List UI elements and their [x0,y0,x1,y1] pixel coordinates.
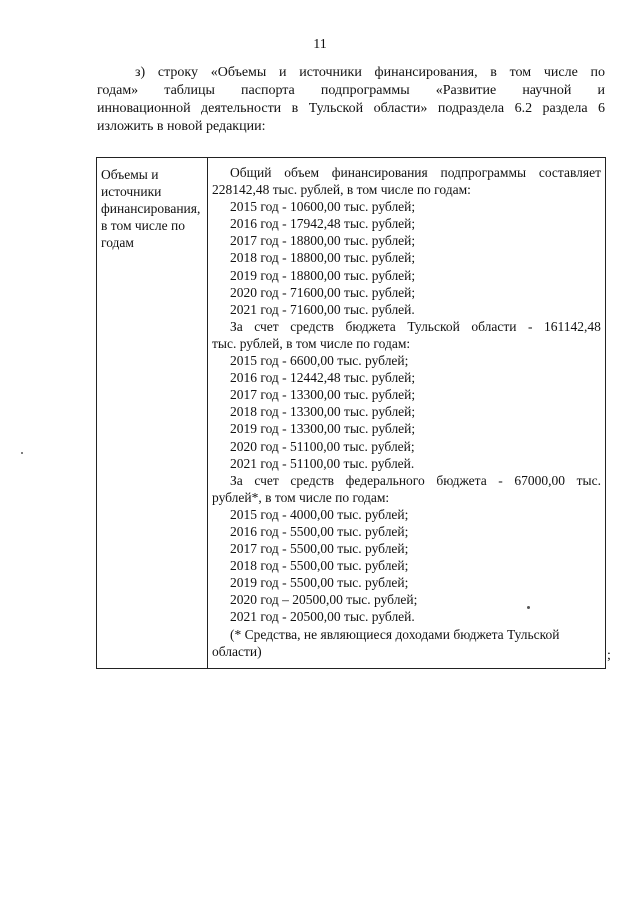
intro-word: 6.2 [514,101,533,116]
total-year-line: 2015 год - 10600,00 тыс. рублей; [230,199,416,215]
label-line: в том числе по [101,218,185,233]
table-content-cell [208,158,605,668]
total-lead-word: финансирования [331,165,428,180]
intro-word: подпрограммы [320,83,410,98]
scan-speck [527,606,530,609]
intro-word: том [509,65,532,80]
federal-year-line: 2020 год – 20500,00 тыс. рублей; [230,592,418,608]
regional-lead-line [212,318,601,335]
intro-word: источники [299,65,362,80]
regional-lead-word: счет [254,318,279,334]
intro-word: и [279,65,287,80]
regional-cont-line: тыс. рублей, в том числе по годам: [212,335,411,351]
total-lead-word: составляет [538,165,601,180]
intro-word: 6 [598,101,605,116]
federal-lead-word: средств [290,472,335,488]
intro-line-2 [97,82,605,100]
federal-lead-word: За [230,472,243,488]
regional-year-line: 2019 год - 13300,00 тыс. рублей; [230,421,416,437]
label-line: годам [101,235,134,250]
footnote-lead-line: (* Средства, не являющиеся доходами бюджета Тульской [230,626,560,642]
federal-year-line: 2017 год - 5500,00 тыс. рублей; [230,541,409,557]
intro-word: по [590,65,605,80]
federal-lead-word: тыс. [576,472,601,488]
regional-lead-word: бюджета [345,318,396,334]
intro-word: годам» [97,83,139,98]
total-lead-word: объем [284,165,320,180]
intro-word: деятельности [201,101,282,116]
label-line: источники [101,184,162,199]
scan-speck [21,452,23,454]
intro-line-1 [97,64,605,82]
total-lead-word: подпрограммы [440,165,527,180]
intro-word: строку [157,65,199,80]
intro-word: области» [373,101,428,116]
federal-lead-word: 67000,00 [514,472,566,488]
federal-year-line: 2019 год - 5500,00 тыс. рублей; [230,575,409,591]
federal-year-line: 2018 год - 5500,00 тыс. рублей; [230,558,409,574]
intro-word: в [291,101,299,116]
federal-lead-word: бюджета [436,472,487,488]
intro-word: раздела [542,101,588,116]
regional-year-line: 2015 год - 6600,00 тыс. рублей; [230,353,409,369]
total-year-line: 2020 год - 71600,00 тыс. рублей; [230,284,416,300]
trailing-semicolon: ; [607,648,611,663]
footnote-cont-line: области) [212,643,262,659]
regional-lead-word: - [528,318,533,334]
intro-word: «Развитие [435,83,497,98]
federal-lead-word: счет [254,472,279,488]
intro-word: з) [135,65,146,80]
regional-lead-word: 161142,48 [544,318,601,334]
total-year-line: 2016 год - 17942,48 тыс. рублей; [230,216,416,232]
regional-lead-word: Тульской [407,318,460,334]
intro-word: «Объемы [210,65,267,80]
intro-line-3 [97,100,605,118]
federal-year-line: 2015 год - 4000,00 тыс. рублей; [230,506,409,522]
intro-word: инновационной [97,101,191,116]
regional-year-line: 2020 год - 51100,00 тыс. рублей; [230,438,415,454]
regional-lead-word: За [230,318,243,334]
total-cont-line: 228142,48 тыс. рублей, в том числе по годам: [212,182,471,198]
intro-word: числе [543,65,578,80]
federal-lead-word: - [498,472,503,488]
federal-year-line: 2021 год - 20500,00 тыс. рублей. [230,609,415,625]
total-lead-line [212,164,601,181]
intro-word: научной [522,83,572,98]
financing-table [96,157,606,669]
intro-paragraph [97,64,605,136]
intro-word: паспорта [241,83,295,98]
federal-cont-line: рублей*, в том числе по годам: [212,489,390,505]
intro-word: в [490,65,497,80]
label-line: финансирования, [101,201,201,216]
intro-word: подраздела [437,101,505,116]
page-number: 11 [313,37,327,52]
total-year-line: 2018 год - 18800,00 тыс. рублей; [230,250,416,266]
regional-year-line: 2016 год - 12442,48 тыс. рублей; [230,370,416,386]
intro-word: таблицы [164,83,215,98]
total-lead-word: Общий [230,165,272,180]
regional-lead-word: средств [290,318,334,334]
total-year-line: 2017 год - 18800,00 тыс. рублей; [230,233,416,249]
federal-lead-word: федерального [345,472,425,488]
regional-year-line: 2017 год - 13300,00 тыс. рублей; [230,387,416,403]
federal-lead-line [212,472,601,489]
intro-word: финансирования, [374,65,478,80]
intro-word: Тульской [308,101,364,116]
label-line: Объемы и [101,167,159,182]
regional-year-line: 2021 год - 51100,00 тыс. рублей. [230,455,415,471]
table-label-cell [97,158,208,668]
intro-word: и [597,83,605,98]
total-year-line: 2019 год - 18800,00 тыс. рублей; [230,267,416,283]
regional-lead-word: области [471,318,517,334]
regional-year-line: 2018 год - 13300,00 тыс. рублей; [230,404,416,420]
federal-year-line: 2016 год - 5500,00 тыс. рублей; [230,523,409,539]
total-year-line: 2021 год - 71600,00 тыс. рублей. [230,301,415,317]
intro-line-4: изложить в новой редакции: [97,119,266,134]
